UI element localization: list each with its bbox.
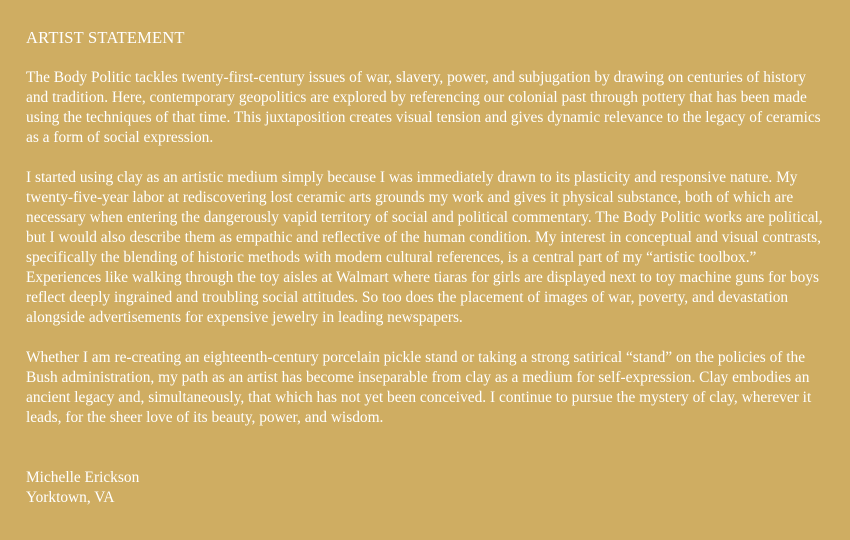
statement-paragraph-2: I started using clay as an artistic medium simply because I was immediately drawn to its plasticity and responsive nature. My twenty-five-year labor at rediscovering lost ceramic arts grounds my work and gives it physical substance, both of which are necessary when entering the dangerously vapid territory of social and political commentary. The Body Politic works are political, but I would also describe them as empathic and reflective of the human condition. My interest in conceptual and visual contrasts, specifically the blending of historic methods with modern cultural references, is a central part of my “artistic toolbox.” Experiences like walking through the toy aisles at Walmart where tiaras for girls are displayed next to toy machine guns for boys reflect deeply ingrained and troubling social attitudes. So too does the placement of images of war, poverty, and devastation alongside advertisements for expensive jewelry in leading newspapers. — [26, 169, 823, 326]
signature-block — [26, 468, 824, 508]
statement-paragraph-3: Whether I am re-creating an eighteenth-century porcelain pickle stand or taking a strong satirical “stand” on the policies of the Bush administration, my path as an artist has become inseparable from clay as a medium for self-expression. Clay embodies an ancient legacy and, simultaneously, that which has not yet been conceived. I continue to pursue the mystery of clay, wherever it leads, for the sheer love of its beauty, power, and wisdom. — [26, 349, 812, 426]
statement-paragraph-1: The Body Politic tackles twenty-first-century issues of war, slavery, power, and subjugation by drawing on centuries of history and tradition. Here, contemporary geopolitics are explored by referencing our colonial past through pottery that has been made using the techniques of that time. This juxtaposition creates visual tension and gives dynamic relevance to the legacy of ceramics as a form of social expression. — [26, 69, 821, 146]
artist-location: Yorktown, VA — [26, 489, 115, 506]
page-title: ARTIST STATEMENT — [26, 28, 185, 47]
artist-name: Michelle Erickson — [26, 469, 140, 486]
